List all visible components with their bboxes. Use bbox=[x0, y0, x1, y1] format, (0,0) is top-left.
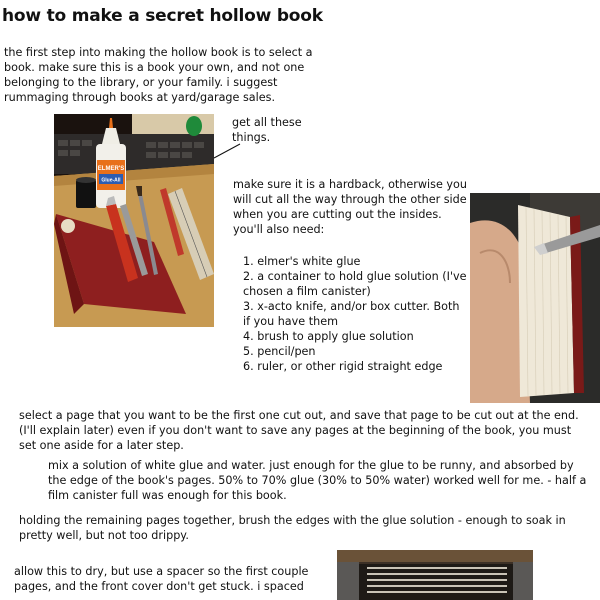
list-item: 3. x-acto knife, and/or box cutter. Both if you have them bbox=[243, 300, 460, 328]
supplies-illustration bbox=[54, 114, 214, 327]
glue-brand-text: ELMER'S bbox=[97, 166, 125, 172]
list-item: 1. elmer's white glue bbox=[243, 255, 361, 268]
hardback-note: make sure it is a hardback, otherwise you will cut all the way through the other side when you are cutting out the insides. you'll also need: bbox=[233, 178, 467, 236]
supplies-list bbox=[233, 254, 469, 374]
hand-book-photo bbox=[470, 193, 600, 403]
supplies-photo bbox=[54, 114, 214, 327]
list-item: 4. brush to apply glue solution bbox=[243, 330, 414, 343]
mix-glue-paragraph: mix a solution of white glue and water. just enough for the glue to be runny, and absorbed by the edge of the book's pages. 50% to 70% glue (30% to 50% water) worked well for me. - half a film canister full was enough for this book. bbox=[48, 459, 587, 502]
intro-paragraph: the first step into making the hollow book is to select a book. make sure this is a book your own, and not one belonging to the library, or your family. i suggest rummaging through books at yard/garage sales. bbox=[4, 46, 313, 104]
list-item: 2. a container to hold glue solution (I've chosen a film canister) bbox=[243, 270, 467, 298]
glue-name-text: Glue-All bbox=[101, 177, 121, 184]
page-title: how to make a secret hollow book bbox=[2, 6, 323, 26]
clamped-book-photo bbox=[337, 550, 533, 600]
list-item: 5. pencil/pen bbox=[243, 345, 316, 358]
select-page-paragraph: select a page that you want to be the first one cut out, and save that page to be cut out at the end. (I'll explain later) even if you don't want to save any pages at the beginning of the book, you must set one aside for a later step. bbox=[19, 409, 579, 452]
clamped-book-illustration bbox=[337, 550, 533, 600]
brush-edges-paragraph: holding the remaining pages together, brush the edges with the glue solution - enough to soak in pretty well, but not too drippy. bbox=[19, 514, 566, 542]
list-item: 6. ruler, or other rigid straight edge bbox=[243, 360, 443, 373]
supplies-caption: get all these things. bbox=[232, 116, 302, 144]
hand-book-illustration bbox=[470, 193, 600, 403]
allow-dry-paragraph: allow this to dry, but use a spacer so the first couple pages, and the front cover don't get stuck. i spaced bbox=[14, 565, 309, 593]
